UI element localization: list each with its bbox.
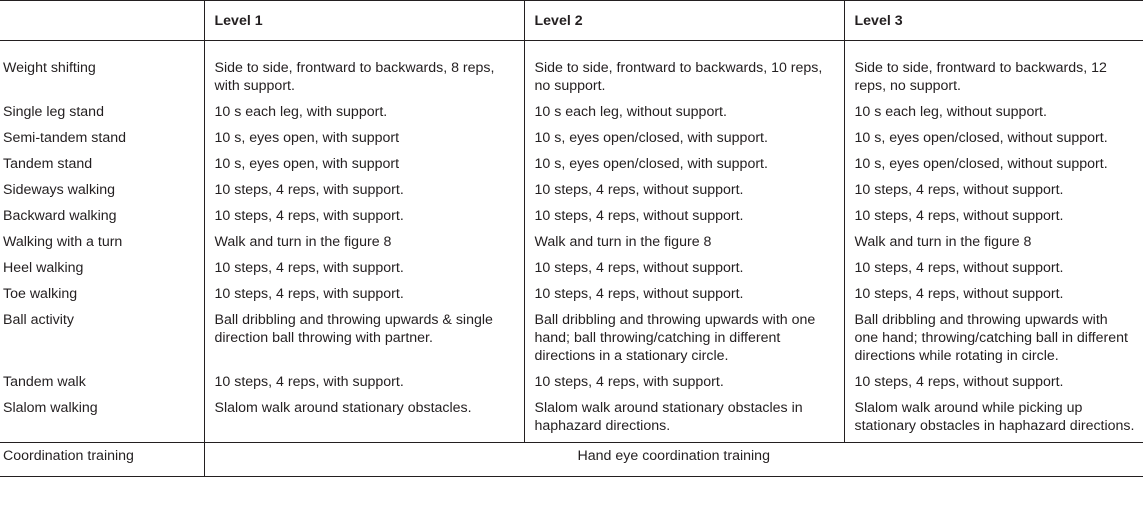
level-3-cell: 10 steps, 4 reps, without support. [844,365,1143,391]
level-3-cell: Walk and turn in the figure 8 [844,225,1143,251]
header-level-1: Level 1 [204,1,524,41]
level-1-cell: 10 s, eyes open, with support [204,147,524,173]
level-1-cell: 10 steps, 4 reps, with support. [204,277,524,303]
row-label: Walking with a turn [3,234,123,250]
level-1-cell: 10 steps, 4 reps, with support. [204,173,524,199]
level-3-cell: Side to side, frontward to backwards, 12 reps, no support. [844,41,1143,96]
table-row [0,147,1143,173]
table-row [0,199,1143,225]
level-2-cell: 10 steps, 4 reps, without support. [524,251,844,277]
level-3-cell: Ball dribbling and throwing upwards with one hand; throwing/catching ball in different directions while rotating in circle. [844,303,1143,365]
level-3-cell: 10 s each leg, without support. [844,95,1143,121]
level-1-cell: 10 steps, 4 reps, with support. [204,251,524,277]
level-2-cell: 10 s, eyes open/closed, with support. [524,147,844,173]
level-2-cell: Ball dribbling and throwing upwards with one hand; ball throwing/catching in different directions in a stationary circle. [524,303,844,365]
level-3-cell: 10 steps, 4 reps, without support. [844,251,1143,277]
level-1-cell: 10 s each leg, with support. [204,95,524,121]
level-3-cell: 10 s, eyes open/closed, without support. [844,147,1143,173]
level-1-cell: Slalom walk around stationary obstacles. [204,391,524,443]
level-2-cell: 10 s each leg, without support. [524,95,844,121]
level-3-cell: 10 steps, 4 reps, without support. [844,173,1143,199]
level-2-cell: 10 steps, 4 reps, without support. [524,277,844,303]
table-row [0,251,1143,277]
level-1-cell: Ball dribbling and throwing upwards & single direction ball throwing with partner. [204,303,524,365]
table-row [0,95,1143,121]
level-3-cell: 10 s, eyes open/closed, without support. [844,121,1143,147]
level-1-cell: 10 s, eyes open, with support [204,121,524,147]
table-row [0,173,1143,199]
header-row [0,1,1143,41]
table-row [0,391,1143,443]
row-label: Sideways walking [3,182,115,198]
level-1-cell: Side to side, frontward to backwards, 8 reps, with support. [204,41,524,96]
level-1-cell: Walk and turn in the figure 8 [204,225,524,251]
level-2-cell: 10 steps, 4 reps, with support. [524,365,844,391]
header-level-2: Level 2 [524,1,844,41]
row-label: Tandem stand [3,156,93,172]
level-2-cell: 10 s, eyes open/closed, with support. [524,121,844,147]
table-row [0,277,1143,303]
coordination-label: Coordination training [0,443,204,477]
level-2-cell: 10 steps, 4 reps, without support. [524,173,844,199]
level-3-cell: 10 steps, 4 reps, without support. [844,277,1143,303]
row-label: Ball activity [3,312,74,328]
level-2-cell: Walk and turn in the figure 8 [524,225,844,251]
row-label: Slalom walking [3,400,98,416]
level-1-cell: 10 steps, 4 reps, with support. [204,365,524,391]
level-1-cell: 10 steps, 4 reps, with support. [204,199,524,225]
table-row [0,303,1143,365]
header-level-3: Level 3 [844,1,1143,41]
level-2-cell: Side to side, frontward to backwards, 10 reps, no support. [524,41,844,96]
table-row [0,225,1143,251]
row-label: Heel walking [3,260,84,276]
table-row [0,41,1143,96]
header-corner [0,1,204,41]
row-label: Semi-tandem stand [3,130,127,146]
row-label: Backward walking [3,208,117,224]
coordination-row [0,443,1143,477]
row-label: Single leg stand [3,104,104,120]
table-row [0,121,1143,147]
row-label: Toe walking [3,286,78,302]
level-3-cell: Slalom walk around while picking up stationary obstacles in haphazard directions. [844,391,1143,443]
level-2-cell: 10 steps, 4 reps, without support. [524,199,844,225]
row-label: Weight shifting [3,60,96,76]
table-row [0,365,1143,391]
level-3-cell: 10 steps, 4 reps, without support. [844,199,1143,225]
level-2-cell: Slalom walk around stationary obstacles in haphazard directions. [524,391,844,443]
row-label: Tandem walk [3,374,86,390]
coordination-value: Hand eye coordination training [204,443,1143,477]
